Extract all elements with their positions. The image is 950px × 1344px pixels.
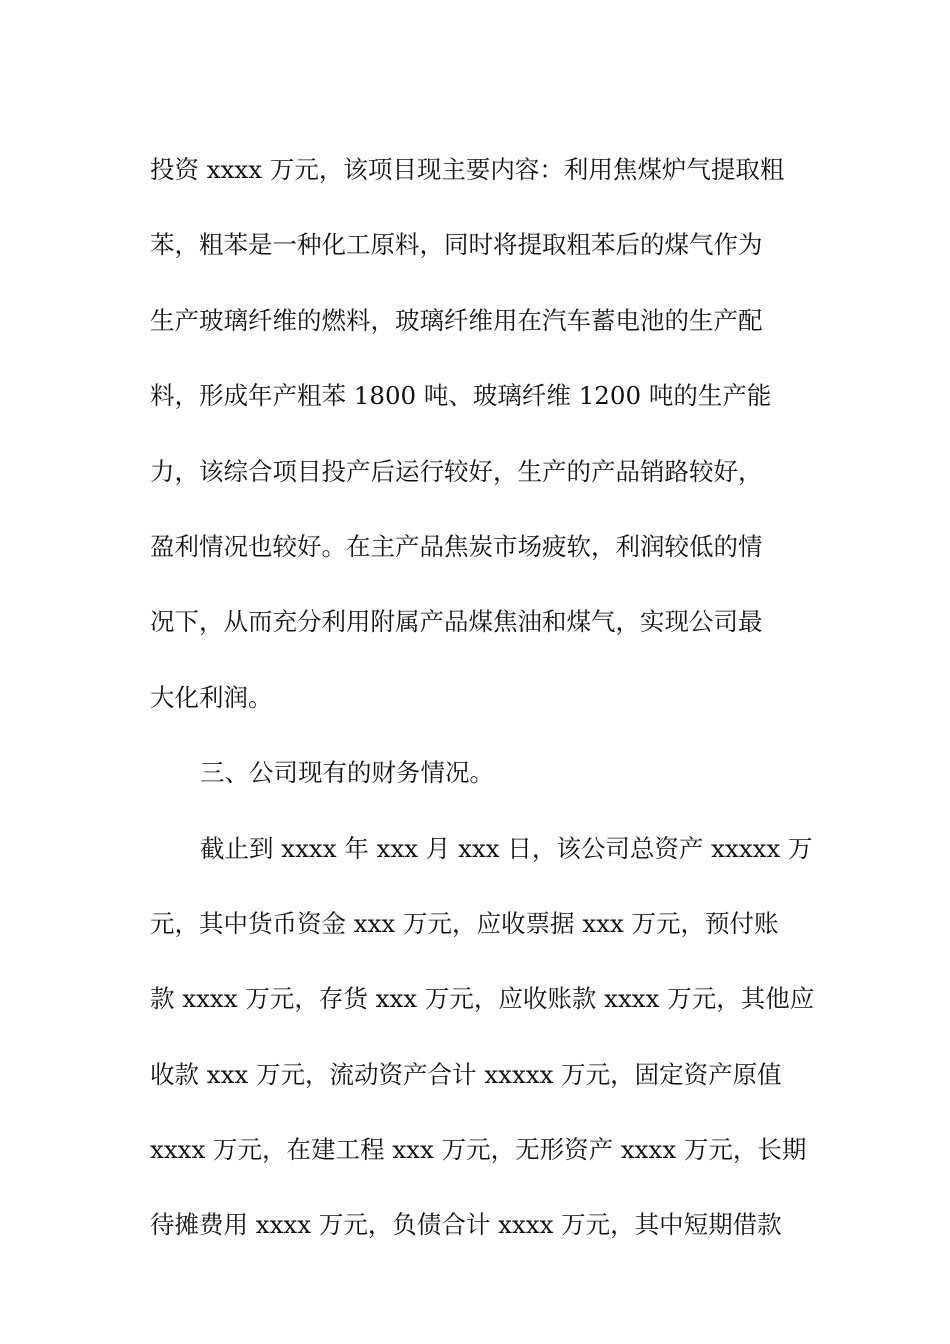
text-line: 大化利润。 bbox=[150, 682, 273, 712]
text-line: 元，其中货币资金 xxx 万元，应收票据 xxx 万元，预付账 bbox=[150, 908, 779, 938]
text-line: 收款 xxx 万元，流动资产合计 xxxxx 万元，固定资产原值 bbox=[150, 1059, 782, 1089]
text-line: xxxx 万元，在建工程 xxx 万元，无形资产 xxxx 万元，长期 bbox=[150, 1135, 807, 1165]
section-heading: 三、公司现有的财务情况。 bbox=[200, 758, 494, 788]
text-line: 力，该综合项目投产后运行较好，生产的产品销路较好， bbox=[150, 456, 763, 486]
text-line: 苯，粗苯是一种化工原料，同时将提取粗苯后的煤气作为 bbox=[150, 230, 763, 260]
text-line: 盈利情况也较好。在主产品焦炭市场疲软，利润较低的情 bbox=[150, 531, 763, 561]
text-line: 款 xxxx 万元，存货 xxx 万元，应收账款 xxxx 万元，其他应 bbox=[150, 984, 815, 1014]
document-body bbox=[150, 132, 815, 1263]
text-line: 料，形成年产粗苯 1800 吨、玻璃纤维 1200 吨的生产能 bbox=[150, 381, 772, 411]
text-line: 生产玻璃纤维的燃料，玻璃纤维用在汽车蓄电池的生产配 bbox=[150, 305, 763, 335]
text-line: 投资 xxxx 万元，该项目现主要内容：利用焦煤炉气提取粗 bbox=[150, 155, 785, 184]
text-line: 况下，从而充分利用附属产品煤焦油和煤气，实现公司最 bbox=[150, 607, 763, 637]
text-line: 截止到 xxxx 年 xxx 月 xxx 日，该公司总资产 xxxxx 万 bbox=[200, 833, 813, 863]
text-line: 待摊费用 xxxx 万元，负债合计 xxxx 万元，其中短期借款 bbox=[150, 1210, 782, 1240]
